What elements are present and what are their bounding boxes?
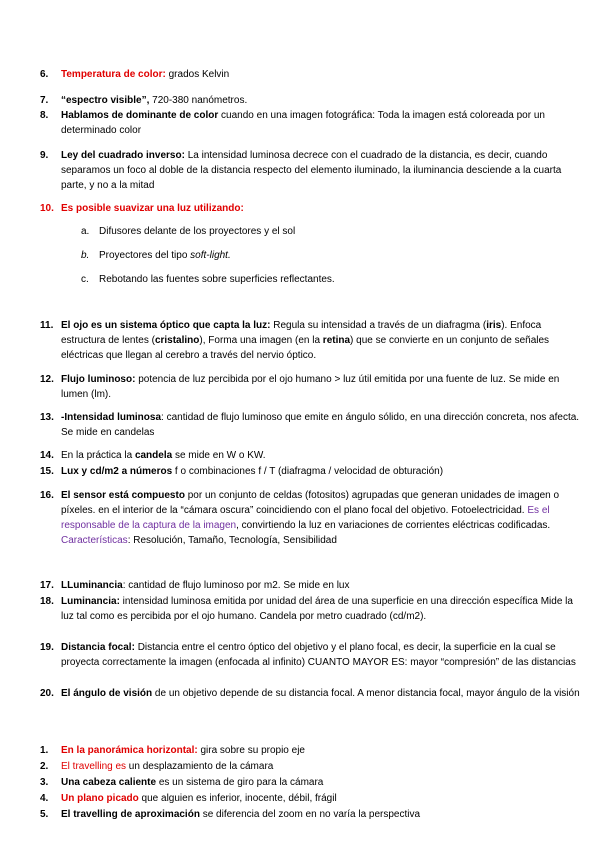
sub-item-text: Rebotando las fuentes sobre superficies reflectantes. <box>99 274 335 285</box>
item-label: El ojo es un sistema óptico que capta la luz: <box>61 320 271 331</box>
item-text: ) que se convierte en un conjunto de señales eléctricas que llegan al cerebro a través del nervio óptico. <box>61 335 550 361</box>
list-item-j3 <box>40 775 588 790</box>
list-item-j2 <box>40 759 588 774</box>
list-item-7 <box>40 93 588 108</box>
list-item-15 <box>40 464 588 479</box>
item-text: cuando en una imagen fotográfica: Toda la imagen está coloreada por un determinado color <box>61 110 545 136</box>
list-item-13 <box>40 410 588 440</box>
item-number: 10. <box>40 203 54 214</box>
sub-item-emphasis: soft-light. <box>190 250 231 261</box>
item-number: 2. <box>40 761 49 772</box>
item-number: 19. <box>40 642 54 653</box>
list-item-j1 <box>40 743 588 758</box>
list-item-16 <box>40 488 588 548</box>
sub-item-letter: a. <box>81 226 90 237</box>
sub-item-letter: c. <box>81 274 89 285</box>
item-number: 14. <box>40 450 54 461</box>
item-number: 20. <box>40 688 54 699</box>
sub-item-a <box>81 224 581 239</box>
item-number: 12. <box>40 374 54 385</box>
item-label: Luminancia: <box>61 596 120 607</box>
item-label: Flujo luminoso: <box>61 374 136 385</box>
item-number: 6. <box>40 69 49 80</box>
list-item-j4 <box>40 791 588 806</box>
sub-item-text: Difusores delante de los proyectores y el sol <box>99 226 296 237</box>
item-label: Distancia focal: <box>61 642 135 653</box>
item-number: 11. <box>40 320 54 331</box>
item-number: 13. <box>40 412 54 423</box>
item-highlight: Características <box>61 535 128 546</box>
item-label: Ley del cuadrado inverso: <box>61 150 185 161</box>
sub-item-text: Proyectores del tipo <box>99 250 191 261</box>
item-bold: candela <box>134 450 173 461</box>
item-text: , convirtiendo la luz en variaciones de corrientes eléctricas codificadas. <box>236 520 551 531</box>
item-text: se mide en W o KW. <box>172 450 266 461</box>
item-text: : cantidad de flujo luminoso por m2. Se mide en lux <box>122 580 350 591</box>
item-text: que alguien es inferior, inocente, débil, frágil <box>138 793 337 804</box>
sub-item-b <box>81 248 581 263</box>
item-text: La intensidad luminosa decrece con el cuadrado de la distancia, es decir, cuando separamos un foco al doble de la distancia respecto del elemento iluminado, la iluminancia desciende a la cuarta parte, y no a la mitad <box>61 150 562 191</box>
item-text: grados Kelvin <box>165 69 230 80</box>
item-text: es un sistema de giro para la cámara <box>156 777 324 788</box>
item-text: un desplazamiento de la cámara <box>126 761 274 772</box>
list-item-19 <box>40 640 588 670</box>
item-bold: retina <box>322 335 351 346</box>
item-label: En la panorámica horizontal: <box>61 745 198 756</box>
item-label: -Intensidad luminosa <box>61 412 162 423</box>
item-label: LLuminancia <box>61 580 123 591</box>
list-item-9 <box>40 148 588 193</box>
item-text: ). Enfoca estructura de lentes ( <box>61 320 542 346</box>
item-number: 4. <box>40 793 49 804</box>
item-bold: ángulo de visión <box>73 688 153 699</box>
list-item-10 <box>40 201 588 216</box>
item-label: Una cabeza caliente <box>61 777 157 788</box>
sub-item-c <box>81 272 581 287</box>
sub-item-letter: b. <box>81 250 90 261</box>
item-highlight: Es el responsable de la captura de la imagen <box>61 505 550 531</box>
item-text: En la práctica la <box>61 450 135 461</box>
list-item-8 <box>40 108 588 138</box>
item-text: gira sobre su propio eje <box>197 745 305 756</box>
item-label: Un plano picado <box>61 793 139 804</box>
list-item-14 <box>40 448 588 463</box>
item-text: por un conjunto de celdas (fotositos) agrupadas que generan unidades de imagen o píxeles. en el interior de la “cámara oscura” coincidiendo con el plano focal del objetivo. Fotoelectricidad. <box>61 490 560 516</box>
list-item-12 <box>40 372 588 402</box>
item-text: 720-380 nanómetros. <box>149 95 248 106</box>
item-text: ), Forma una imagen (en la <box>199 335 323 346</box>
list-item-18 <box>40 594 588 624</box>
item-bold: iris <box>486 320 502 331</box>
item-text: Distancia entre el centro óptico del objetivo y el plano focal, es decir, la superficie en la cual se proyecta correctamente la imagen (enfocada al infinito) CUANTO MAYOR ES: mayor “compresión” de las distancias <box>61 642 576 668</box>
item-text: de un objetivo depende de su distancia focal. A menor distancia focal, mayor ángulo de la visión <box>152 688 580 699</box>
item-label: El travelling de aproximación <box>61 809 200 820</box>
item-text: potencia de luz percibida por el ojo humano > luz útil emitida por una fuente de luz. Se mide en lumen (lm). <box>61 374 560 400</box>
item-number: 9. <box>40 150 49 161</box>
list-item-j5 <box>40 807 588 822</box>
item-label: El travelling es <box>61 761 127 772</box>
item-number: 8. <box>40 110 49 121</box>
list-item-20 <box>40 686 588 701</box>
item-text: : cantidad de flujo luminoso que emite en ángulo sólido, en una dirección concreta, nos afecta. Se mide en candelas <box>61 412 580 438</box>
item-label: Hablamos de dominante de color <box>61 110 219 121</box>
item-number: 16. <box>40 490 54 501</box>
item-number: 17. <box>40 580 54 591</box>
item-label: “espectro visible”, <box>61 95 150 106</box>
item-label: Es posible suavizar una luz utilizando: <box>61 203 244 214</box>
item-number: 5. <box>40 809 49 820</box>
item-text: : Resolución, Tamaño, Tecnología, Sensibilidad <box>127 535 337 546</box>
item-label: Lux y cd/m2 a números <box>61 466 173 477</box>
list-item-11 <box>40 318 588 363</box>
item-label: Temperatura de color: <box>61 69 166 80</box>
item-number: 3. <box>40 777 49 788</box>
list-item-17 <box>40 578 588 593</box>
item-text: f o combinaciones f / T (diafragma / velocidad de obturación) <box>172 466 444 477</box>
item-number: 18. <box>40 596 54 607</box>
item-label: El sensor está compuesto <box>61 490 185 501</box>
item-number: 15. <box>40 466 54 477</box>
item-text: se diferencia del zoom en no varía la perspectiva <box>199 809 421 820</box>
item-text: Regula su intensidad a través de un diafragma ( <box>270 320 487 331</box>
item-text: intensidad luminosa emitida por unidad del área de una superficie en una dirección específica Mide la luz tal como es percibida por el ojo humano. Candela por metro cuadrado (cd/m2). <box>61 596 573 622</box>
item-text: El <box>61 688 74 699</box>
item-number: 7. <box>40 95 49 106</box>
item-bold: cristalino <box>154 335 200 346</box>
list-item-6 <box>40 67 588 82</box>
item-number: 1. <box>40 745 49 756</box>
